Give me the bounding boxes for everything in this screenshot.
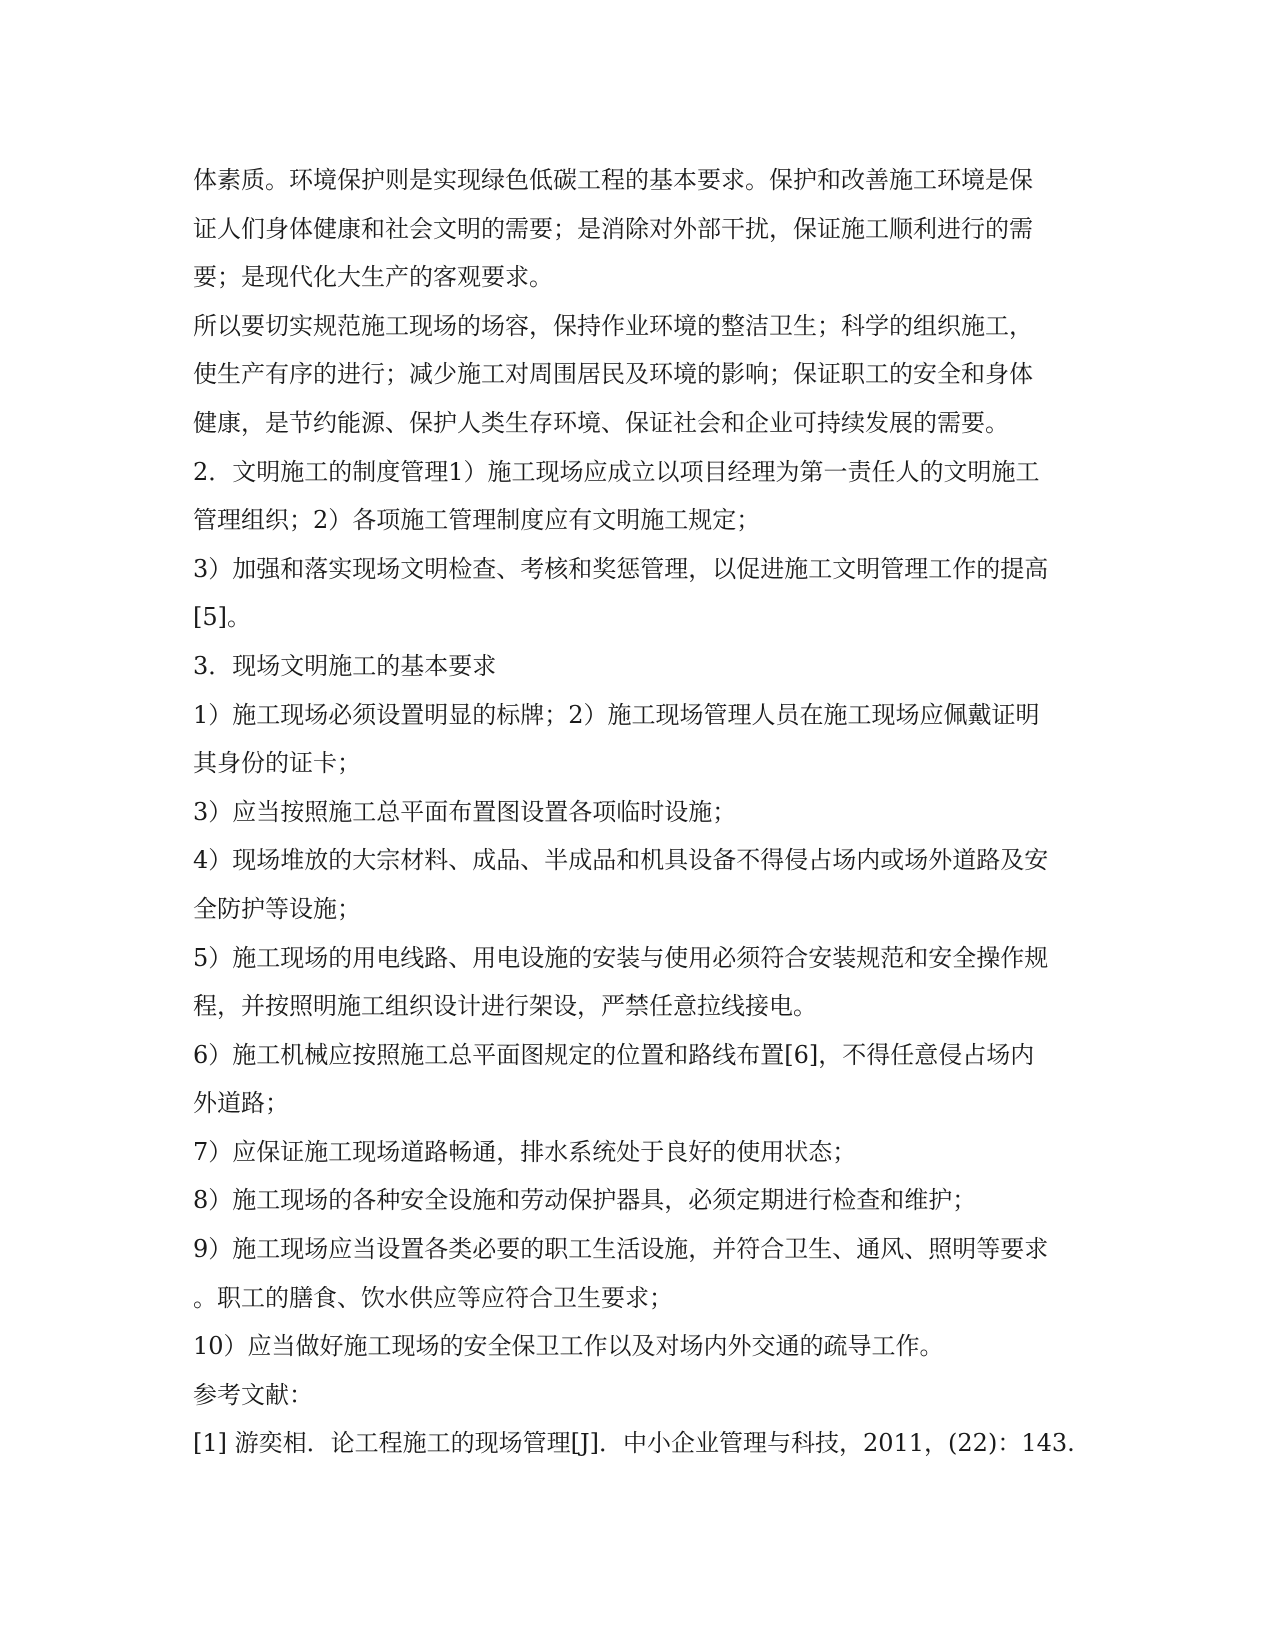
citation-line: [5]。 — [193, 603, 251, 632]
list-item-line: 3）应当按照施工总平面布置图设置各项临时设施； — [193, 797, 737, 826]
list-item-line: 外道路； — [193, 1089, 289, 1118]
paragraph-line: 体素质。环境保护则是实现绿色低碳工程的基本要求。保护和改善施工环境是保 — [193, 166, 1033, 194]
list-item-line: 5）施工现场的用电线路、用电设施的安装与使用必须符合安装规范和安全操作规 — [193, 943, 1049, 972]
reference-entry: [1] 游奕相．论工程施工的现场管理[J]．中小企业管理与科技，2011，(22)：143. — [193, 1429, 1075, 1458]
list-item-line: 10）应当做好施工现场的安全保卫工作以及对场内外交通的疏导工作。 — [193, 1332, 944, 1361]
paragraph-line: 健康，是节约能源、保护人类生存环境、保证社会和企业可持续发展的需要。 — [193, 408, 1009, 437]
document-body — [193, 156, 1093, 1468]
paragraph-line: 所以要切实规范施工现场的场容，保持作业环境的整洁卫生；科学的组织施工， — [193, 311, 1033, 340]
list-item-line: 4）现场堆放的大宗材料、成品、半成品和机具设备不得侵占场内或场外道路及安 — [193, 846, 1049, 875]
list-item-line: 其身份的证卡； — [193, 749, 361, 778]
paragraph-line: 证人们身体健康和社会文明的需要；是消除对外部干扰，保证施工顺利进行的需 — [193, 214, 1033, 243]
list-item-line: 9）施工现场应当设置各类必要的职工生活设施，并符合卫生、通风、照明等要求 — [193, 1235, 1049, 1264]
references-heading: 参考文献： — [193, 1380, 313, 1409]
list-item-line: 。职工的膳食、饮水供应等应符合卫生要求； — [193, 1283, 673, 1312]
list-item-line: 8）施工现场的各种安全设施和劳动保护器具，必须定期进行检查和维护； — [193, 1186, 977, 1215]
paragraph-line: 管理组织；2）各项施工管理制度应有文明施工规定； — [193, 506, 761, 535]
list-item-line: 6）施工机械应按照施工总平面图规定的位置和路线布置[6]，不得任意侵占场内 — [193, 1040, 1035, 1069]
list-item-line: 程，并按照明施工组织设计进行架设，严禁任意拉线接电。 — [193, 992, 817, 1021]
list-item-line: 1）施工现场必须设置明显的标牌；2）施工现场管理人员在施工现场应佩戴证明 — [193, 700, 1040, 729]
list-item-line: 全防护等设施； — [193, 894, 361, 923]
paragraph-line: 要；是现代化大生产的客观要求。 — [193, 263, 553, 292]
list-item-line: 3）加强和落实现场文明检查、考核和奖惩管理，以促进施工文明管理工作的提高 — [193, 554, 1049, 583]
paragraph-line: 使生产有序的进行；减少施工对周围居民及环境的影响；保证职工的安全和身体 — [193, 360, 1033, 389]
section-heading-line: 2．文明施工的制度管理1）施工现场应成立以项目经理为第一责任人的文明施工 — [193, 457, 1040, 486]
section-heading-line: 3．现场文明施工的基本要求 — [193, 651, 497, 680]
list-item-line: 7）应保证施工现场道路畅通，排水系统处于良好的使用状态； — [193, 1137, 857, 1166]
